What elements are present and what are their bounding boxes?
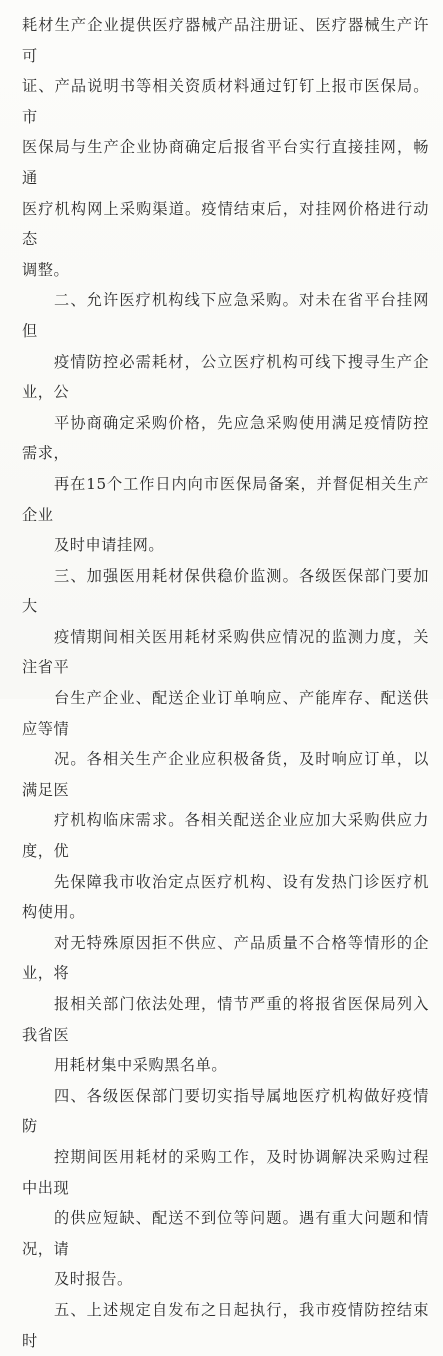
- text-line: 三、加强医用耗材保供稳价监测。各级医保部门要加大: [22, 566, 429, 616]
- text-line: 及时申请挂网。: [54, 536, 165, 555]
- paragraph-0: [22, 10, 429, 285]
- text-line: 五、上述规定自发布之日起执行，我市疫情防控结束时: [22, 1300, 429, 1350]
- text-line: 再在15个工作日内向市医保局备案，并督促相关生产企业: [22, 474, 429, 524]
- text-line: 及时报告。: [54, 1270, 133, 1289]
- text-line: 四、各级医保部门要切实指导属地医疗机构做好疫情防: [22, 1086, 429, 1136]
- document-body: [22, 10, 429, 1356]
- text-line: 台生产企业、配送企业订单响应、产能库存、配送供应等情: [22, 689, 429, 738]
- text-line: 二、允许医疗机构线下应急采购。对未在省平台挂网但: [22, 291, 429, 340]
- text-line: 疫情期间相关医用耗材采购供应情况的监测力度，关注省平: [22, 627, 429, 677]
- text-line: 疗机构临床需求。各相关配送企业应加大采购供应力度，优: [22, 811, 429, 861]
- text-line: 对无特殊原因拒不供应、产品质量不合格等情形的企业，将: [22, 933, 429, 983]
- paragraph-2: [22, 561, 429, 1081]
- text-line: 耗材生产企业提供医疗器械产品注册证、医疗器械生产许可: [22, 16, 429, 65]
- text-line: 医疗机构网上采购渠道。疫情结束后，对挂网价格进行动态: [22, 199, 429, 249]
- text-line: 调整。: [22, 260, 70, 279]
- text-line: 用耗材集中采购黑名单。: [54, 1056, 228, 1075]
- text-line: 先保障我市收治定点医疗机构、设有发热门诊医疗机构使用。: [22, 872, 429, 922]
- paragraph-3: [22, 1081, 429, 1295]
- text-line: 医保局与生产企业协商确定后报省平台实行直接挂网，畅通: [22, 138, 429, 187]
- text-line: 疫情防控必需耗材，公立医疗机构可线下搜寻生产企业，公: [22, 352, 429, 402]
- text-line: 报相关部门依法处理，情节严重的将报省医保局列入我省医: [22, 995, 429, 1044]
- text-line: 证、产品说明书等相关资质材料通过钉钉上报市医保局。市: [22, 77, 429, 126]
- paragraph-4: [22, 1295, 429, 1356]
- paragraph-1: [22, 285, 429, 560]
- text-line: 的供应短缺、配送不到位等问题。遇有重大问题和情况，请: [22, 1209, 429, 1258]
- text-line: 控期间医用耗材的采购工作，及时协调解决采购过程中出现: [22, 1147, 429, 1197]
- text-line: 况。各相关生产企业应积极备货，及时响应订单，以满足医: [22, 750, 429, 799]
- text-line: 平协商确定采购价格，先应急采购使用满足疫情防控需求，: [22, 413, 429, 463]
